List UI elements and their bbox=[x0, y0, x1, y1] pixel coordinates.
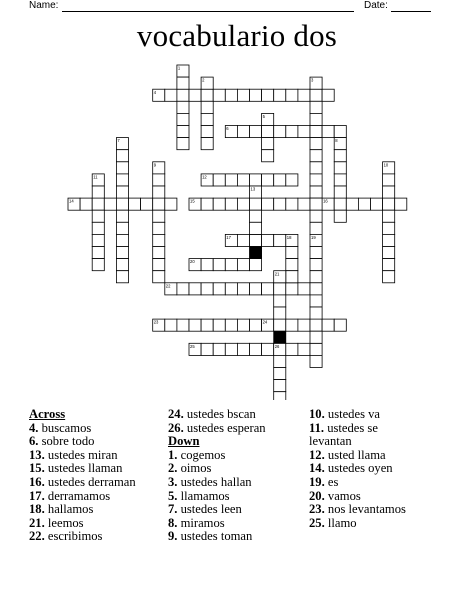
grid-cell[interactable] bbox=[334, 174, 346, 186]
grid-cell[interactable] bbox=[153, 234, 165, 246]
grid-cell[interactable] bbox=[310, 271, 322, 283]
grid-cell[interactable] bbox=[274, 283, 286, 295]
grid-cell[interactable] bbox=[225, 319, 237, 331]
grid-cell[interactable] bbox=[177, 77, 189, 89]
cell-number: 17 bbox=[226, 235, 231, 240]
grid-cell[interactable] bbox=[116, 174, 128, 186]
grid-cell[interactable] bbox=[213, 259, 225, 271]
grid-cell[interactable] bbox=[225, 259, 237, 271]
grid-cell[interactable] bbox=[237, 126, 249, 138]
name-label: Name: bbox=[29, 0, 59, 11]
grid-cell[interactable] bbox=[237, 259, 249, 271]
down-clue bbox=[309, 503, 421, 517]
grid-cell[interactable] bbox=[165, 319, 177, 331]
across-clue bbox=[29, 435, 169, 449]
grid-cell[interactable] bbox=[274, 89, 286, 101]
down-clue bbox=[309, 408, 421, 422]
grid-cell[interactable] bbox=[153, 198, 165, 210]
down-clue bbox=[168, 503, 308, 517]
down-clue bbox=[309, 490, 421, 504]
cell-number: 1 bbox=[177, 65, 181, 71]
clue-number: 4. bbox=[29, 420, 39, 435]
grid-cell[interactable] bbox=[383, 234, 395, 246]
clue-text: hallamos bbox=[44, 502, 94, 517]
grid-cell[interactable] bbox=[116, 186, 128, 198]
clue-number: 1. bbox=[168, 447, 178, 462]
across-down-clues-column-2 bbox=[168, 408, 308, 544]
clue-text: ustedes miran bbox=[44, 447, 118, 462]
clue-text: buscamos bbox=[38, 420, 92, 435]
clue-text: ustedes esperan bbox=[183, 420, 266, 435]
grid-cell[interactable] bbox=[153, 271, 165, 283]
grid-cell[interactable] bbox=[322, 126, 334, 138]
grid-cell[interactable] bbox=[358, 198, 370, 210]
grid-cell[interactable] bbox=[274, 355, 286, 367]
grid-cell[interactable] bbox=[298, 283, 310, 295]
cell-number: 16 bbox=[323, 198, 328, 204]
across-heading: Across bbox=[29, 407, 66, 421]
cell-number: 24 bbox=[262, 319, 268, 325]
grid-cell[interactable] bbox=[383, 271, 395, 283]
cell-number: 26 bbox=[274, 343, 280, 349]
grid-cell[interactable] bbox=[250, 126, 262, 138]
clue-number: 7. bbox=[168, 502, 178, 517]
grid-cell[interactable] bbox=[201, 198, 213, 210]
across-clue bbox=[29, 490, 169, 504]
grid-cell[interactable] bbox=[274, 392, 286, 400]
grid-cell[interactable] bbox=[286, 126, 298, 138]
grid-cell[interactable] bbox=[189, 319, 201, 331]
down-clue bbox=[309, 449, 421, 463]
grid-cell[interactable] bbox=[334, 126, 346, 138]
grid-cell[interactable] bbox=[116, 222, 128, 234]
grid-cell[interactable] bbox=[371, 198, 383, 210]
cell-number: 7 bbox=[117, 138, 120, 144]
grid-cell[interactable] bbox=[274, 380, 286, 392]
grid-cell[interactable] bbox=[310, 295, 322, 307]
clue-text: leemos bbox=[44, 515, 84, 530]
grid-cell[interactable] bbox=[262, 126, 274, 138]
grid-cell[interactable] bbox=[250, 198, 262, 210]
clue-number: 15. bbox=[29, 461, 45, 476]
grid-cell[interactable] bbox=[104, 198, 116, 210]
across-clue bbox=[29, 503, 169, 517]
grid-cell[interactable] bbox=[177, 101, 189, 113]
cell-number: 20 bbox=[190, 259, 195, 265]
grid-cell[interactable] bbox=[201, 343, 213, 355]
clue-text: sobre todo bbox=[38, 434, 95, 449]
clue-text: ustedes toman bbox=[177, 529, 253, 544]
grid-cell[interactable] bbox=[213, 283, 225, 295]
grid-cell[interactable] bbox=[383, 210, 395, 222]
grid-cell[interactable] bbox=[383, 259, 395, 271]
clue-text: ustedes hallan bbox=[177, 474, 252, 489]
down-clues-column-3 bbox=[309, 408, 421, 530]
grid-cell[interactable] bbox=[165, 89, 177, 101]
grid-cell[interactable] bbox=[201, 259, 213, 271]
clue-number: 8. bbox=[168, 515, 178, 530]
grid-cell[interactable] bbox=[250, 234, 262, 246]
grid-cell[interactable] bbox=[310, 150, 322, 162]
grid-cell[interactable] bbox=[116, 271, 128, 283]
cell-number: 13 bbox=[250, 186, 256, 192]
grid-cell[interactable] bbox=[310, 162, 322, 174]
cell-number: 5 bbox=[262, 114, 265, 119]
clue-number: 18. bbox=[29, 502, 45, 517]
grid-cell[interactable] bbox=[310, 222, 322, 234]
grid-cell[interactable] bbox=[92, 234, 104, 246]
grid-cell[interactable] bbox=[177, 319, 189, 331]
clue-number: 24. bbox=[168, 407, 184, 421]
grid-cell[interactable] bbox=[225, 343, 237, 355]
clue-number: 21. bbox=[29, 515, 45, 530]
clue-number: 3. bbox=[168, 474, 178, 489]
grid-cell[interactable] bbox=[92, 259, 104, 271]
grid-cell[interactable] bbox=[153, 210, 165, 222]
clue-number: 16. bbox=[29, 474, 45, 489]
clue-text: cogemos bbox=[177, 447, 226, 462]
grid-cell[interactable] bbox=[225, 89, 237, 101]
grid-cell[interactable] bbox=[213, 343, 225, 355]
grid-cell[interactable] bbox=[310, 283, 322, 295]
cell-number: 23 bbox=[153, 319, 159, 325]
grid-cell[interactable] bbox=[177, 283, 189, 295]
grid-cell[interactable] bbox=[201, 319, 213, 331]
grid-cell[interactable] bbox=[274, 234, 286, 246]
cell-number: 8 bbox=[335, 138, 338, 144]
grid-cell[interactable] bbox=[310, 113, 322, 125]
clue-number: 20. bbox=[309, 488, 325, 503]
grid-cell[interactable] bbox=[286, 271, 298, 283]
grid-cell[interactable] bbox=[334, 150, 346, 162]
grid-cell[interactable] bbox=[262, 138, 274, 150]
clue-number: 26. bbox=[168, 420, 184, 435]
grid-cell[interactable] bbox=[383, 247, 395, 259]
clue-text: derramamos bbox=[44, 488, 111, 503]
clue-number: 25. bbox=[309, 515, 325, 530]
down-clue bbox=[309, 476, 421, 490]
grid-cell[interactable] bbox=[346, 198, 358, 210]
grid-cell[interactable] bbox=[201, 138, 213, 150]
clue-number: 12. bbox=[309, 447, 325, 462]
grid-cell[interactable] bbox=[286, 247, 298, 259]
cell-number: 12 bbox=[202, 174, 207, 180]
cell-number: 11 bbox=[93, 174, 98, 180]
grid-cell[interactable] bbox=[286, 89, 298, 101]
grid-cell[interactable] bbox=[274, 307, 286, 319]
grid-cell[interactable] bbox=[225, 283, 237, 295]
grid-cell[interactable] bbox=[310, 319, 322, 331]
grid-cell[interactable] bbox=[250, 89, 262, 101]
grid-cell[interactable] bbox=[237, 283, 249, 295]
grid-cell[interactable] bbox=[383, 198, 395, 210]
grid-cell[interactable] bbox=[92, 186, 104, 198]
grid-cell[interactable] bbox=[116, 234, 128, 246]
clue-number: 11. bbox=[309, 420, 325, 435]
grid-cell[interactable] bbox=[310, 210, 322, 222]
grid-cell[interactable] bbox=[225, 174, 237, 186]
down-clue bbox=[168, 490, 308, 504]
grid-cell[interactable] bbox=[165, 198, 177, 210]
black-cell bbox=[274, 331, 286, 343]
grid-cell[interactable] bbox=[274, 174, 286, 186]
grid-cell[interactable] bbox=[213, 174, 225, 186]
grid-cell[interactable] bbox=[225, 198, 237, 210]
clue-number: 19. bbox=[309, 474, 325, 489]
grid-cell[interactable] bbox=[237, 174, 249, 186]
grid-cell[interactable] bbox=[201, 101, 213, 113]
grid-cell[interactable] bbox=[334, 319, 346, 331]
down-heading: Down bbox=[168, 434, 200, 449]
grid-cell[interactable] bbox=[310, 89, 322, 101]
grid-cell[interactable] bbox=[286, 343, 298, 355]
grid-cell[interactable] bbox=[298, 126, 310, 138]
grid-cell[interactable] bbox=[395, 198, 407, 210]
clue-number: 23. bbox=[309, 502, 325, 517]
grid-cell[interactable] bbox=[310, 101, 322, 113]
down-clue bbox=[168, 530, 308, 544]
clue-number: 6. bbox=[29, 434, 39, 449]
grid-cell[interactable] bbox=[274, 126, 286, 138]
grid-cell[interactable] bbox=[310, 343, 322, 355]
clue-text: escribimos bbox=[44, 529, 103, 544]
grid-cell[interactable] bbox=[274, 295, 286, 307]
down-clue bbox=[168, 476, 308, 490]
across-clue bbox=[29, 517, 169, 531]
grid-cell[interactable] bbox=[310, 307, 322, 319]
grid-cell[interactable] bbox=[286, 174, 298, 186]
grid-cell[interactable] bbox=[310, 331, 322, 343]
clue-text: llamo bbox=[324, 515, 357, 530]
grid-cell[interactable] bbox=[286, 198, 298, 210]
grid-cell[interactable] bbox=[274, 198, 286, 210]
grid-cell[interactable] bbox=[250, 319, 262, 331]
across-clues-column-1 bbox=[29, 408, 169, 544]
grid-cell[interactable] bbox=[310, 138, 322, 150]
grid-cell[interactable] bbox=[310, 126, 322, 138]
clue-number: 5. bbox=[168, 488, 178, 503]
grid-cell[interactable] bbox=[322, 319, 334, 331]
clue-number: 9. bbox=[168, 529, 178, 544]
grid-cell[interactable] bbox=[262, 343, 274, 355]
grid-cell[interactable] bbox=[189, 283, 201, 295]
grid-cell[interactable] bbox=[201, 283, 213, 295]
grid-cell[interactable] bbox=[153, 222, 165, 234]
grid-cell[interactable] bbox=[92, 247, 104, 259]
clue-text: ustedes bscan bbox=[183, 407, 256, 421]
grid-cell[interactable] bbox=[298, 343, 310, 355]
grid-cell[interactable] bbox=[201, 113, 213, 125]
down-clue bbox=[168, 449, 308, 463]
date-label: Date: bbox=[364, 0, 388, 11]
clue-text: ustedes se levantan bbox=[309, 420, 378, 449]
across-clue bbox=[29, 462, 169, 476]
grid-cell[interactable] bbox=[286, 283, 298, 295]
across-clue bbox=[29, 476, 169, 490]
grid-cell[interactable] bbox=[116, 210, 128, 222]
grid-cell[interactable] bbox=[189, 89, 201, 101]
grid-cell[interactable] bbox=[310, 174, 322, 186]
grid-cell[interactable] bbox=[298, 319, 310, 331]
cell-number: 2 bbox=[202, 77, 205, 83]
across-clue bbox=[29, 530, 169, 544]
grid-cell[interactable] bbox=[250, 222, 262, 234]
grid-cell[interactable] bbox=[153, 247, 165, 259]
clue-text: ustedes llaman bbox=[44, 461, 123, 476]
grid-cell[interactable] bbox=[177, 126, 189, 138]
grid-cell[interactable] bbox=[322, 89, 334, 101]
across-clue bbox=[29, 422, 169, 436]
cell-number: 10 bbox=[383, 162, 389, 168]
grid-cell[interactable] bbox=[383, 186, 395, 198]
grid-cell[interactable] bbox=[80, 198, 92, 210]
grid-cell[interactable] bbox=[286, 319, 298, 331]
grid-cell[interactable] bbox=[153, 186, 165, 198]
grid-cell[interactable] bbox=[334, 198, 346, 210]
grid-cell[interactable] bbox=[334, 186, 346, 198]
grid-cell[interactable] bbox=[116, 162, 128, 174]
grid-cell[interactable] bbox=[274, 319, 286, 331]
clue-text: es bbox=[324, 474, 339, 489]
grid-cell[interactable] bbox=[116, 247, 128, 259]
down-clue bbox=[309, 517, 421, 531]
grid-cell[interactable] bbox=[116, 198, 128, 210]
clue-number: 10. bbox=[309, 407, 325, 421]
clue-text: oimos bbox=[177, 461, 212, 476]
clue-text: usted llama bbox=[324, 447, 386, 462]
grid-cell[interactable] bbox=[153, 259, 165, 271]
grid-cell[interactable] bbox=[201, 126, 213, 138]
grid-cell[interactable] bbox=[274, 368, 286, 380]
page-title: vocabulario dos bbox=[136, 18, 338, 53]
down-clue bbox=[168, 462, 308, 476]
clue-text: ustedes va bbox=[324, 407, 381, 421]
grid-cell[interactable] bbox=[262, 150, 274, 162]
grid-cell[interactable] bbox=[213, 89, 225, 101]
across-clue bbox=[168, 408, 308, 422]
clue-number: 14. bbox=[309, 461, 325, 476]
grid-cell[interactable] bbox=[201, 89, 213, 101]
cell-number: 9 bbox=[153, 162, 157, 168]
grid-cell[interactable] bbox=[310, 198, 322, 210]
grid-cell[interactable] bbox=[262, 89, 274, 101]
grid-cell[interactable] bbox=[141, 198, 153, 210]
grid-cell[interactable] bbox=[334, 210, 346, 222]
clue-text: ustedes leen bbox=[177, 502, 242, 517]
across-clue bbox=[168, 422, 308, 436]
grid-cell[interactable] bbox=[298, 89, 310, 101]
grid-cell[interactable] bbox=[92, 198, 104, 210]
grid-cell[interactable] bbox=[262, 198, 274, 210]
cell-number: 19 bbox=[311, 235, 316, 240]
grid-cell[interactable] bbox=[237, 319, 249, 331]
grid-cell[interactable] bbox=[237, 234, 249, 246]
grid-cell[interactable] bbox=[310, 186, 322, 198]
cell-number: 14 bbox=[69, 198, 74, 204]
black-cell bbox=[250, 247, 262, 259]
grid-cell[interactable] bbox=[237, 89, 249, 101]
cell-number: 15 bbox=[190, 198, 195, 204]
clue-text: ustedes derraman bbox=[44, 474, 136, 489]
grid-cell[interactable] bbox=[250, 174, 262, 186]
grid-cell[interactable] bbox=[262, 234, 274, 246]
across-clue bbox=[29, 449, 169, 463]
clue-number: 13. bbox=[29, 447, 45, 462]
clue-text: miramos bbox=[177, 515, 225, 530]
clue-number: 17. bbox=[29, 488, 45, 503]
grid-cell[interactable] bbox=[129, 198, 141, 210]
grid-cell[interactable] bbox=[153, 174, 165, 186]
cell-number: 6 bbox=[226, 126, 229, 132]
grid-cell[interactable] bbox=[177, 89, 189, 101]
grid-cell[interactable] bbox=[383, 222, 395, 234]
grid-cell[interactable] bbox=[310, 355, 322, 367]
grid-cell[interactable] bbox=[334, 162, 346, 174]
cell-number: 18 bbox=[286, 235, 292, 240]
clue-text: llamamos bbox=[177, 488, 230, 503]
grid-cell[interactable] bbox=[250, 259, 262, 271]
grid-cell[interactable] bbox=[262, 283, 274, 295]
clue-number: 2. bbox=[168, 461, 178, 476]
clue-number: 22. bbox=[29, 529, 45, 544]
cell-number: 22 bbox=[165, 283, 171, 289]
grid-cell[interactable] bbox=[213, 319, 225, 331]
clue-text: vamos bbox=[324, 488, 361, 503]
grid-cell[interactable] bbox=[213, 198, 225, 210]
grid-cell[interactable] bbox=[116, 259, 128, 271]
grid-cell[interactable] bbox=[237, 343, 249, 355]
grid-cell[interactable] bbox=[262, 174, 274, 186]
grid-cell[interactable] bbox=[250, 283, 262, 295]
clue-text: ustedes oyen bbox=[324, 461, 393, 476]
cell-number: 21 bbox=[274, 271, 280, 277]
grid-cell[interactable] bbox=[116, 150, 128, 162]
grid-cell[interactable] bbox=[177, 113, 189, 125]
grid-cell[interactable] bbox=[250, 343, 262, 355]
down-clue bbox=[309, 462, 421, 476]
grid-cell[interactable] bbox=[298, 198, 310, 210]
clue-text: nos levantamos bbox=[324, 502, 406, 517]
grid-cell[interactable] bbox=[177, 138, 189, 150]
down-clue bbox=[168, 517, 308, 531]
grid-cell[interactable] bbox=[250, 210, 262, 222]
grid-cell[interactable] bbox=[92, 222, 104, 234]
grid-cell[interactable] bbox=[383, 174, 395, 186]
grid-cell[interactable] bbox=[310, 247, 322, 259]
grid-cell[interactable] bbox=[310, 259, 322, 271]
cell-number: 3 bbox=[311, 77, 314, 83]
grid-cell[interactable] bbox=[92, 210, 104, 222]
down-clue bbox=[309, 422, 421, 449]
cell-number: 25 bbox=[190, 343, 195, 349]
grid-cell[interactable] bbox=[237, 198, 249, 210]
cell-number: 4 bbox=[153, 89, 157, 95]
grid-cell[interactable] bbox=[286, 259, 298, 271]
